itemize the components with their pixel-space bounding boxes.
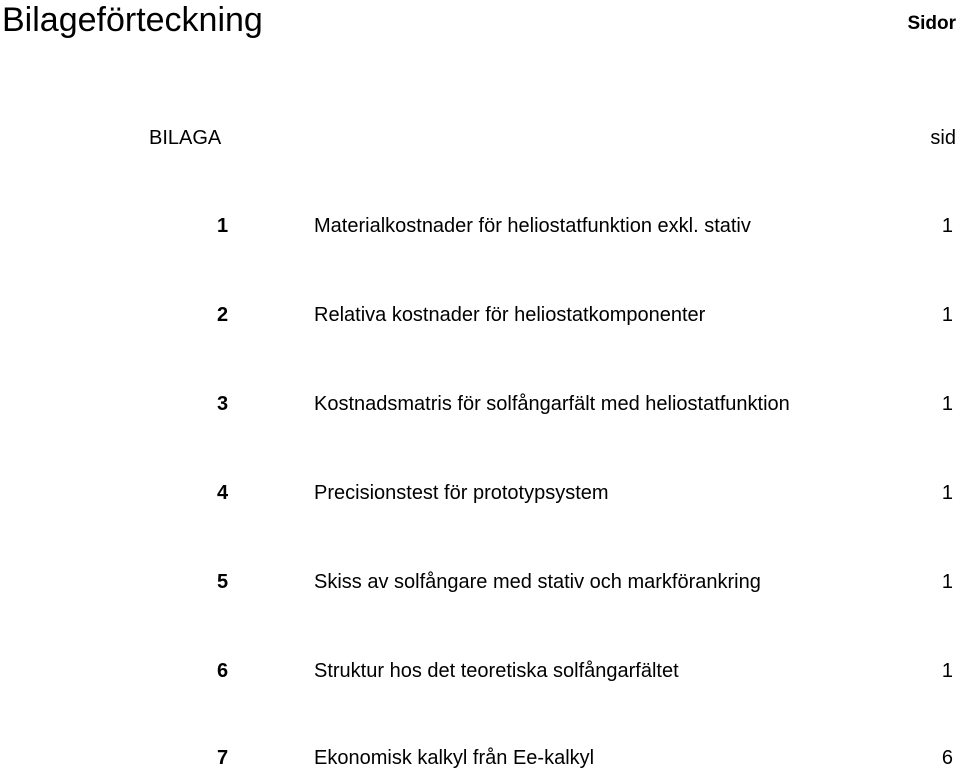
appendix-row <box>0 392 960 416</box>
sidor-label: Sidor <box>907 13 956 34</box>
appendix-row <box>0 303 960 327</box>
appendix-number: 3 <box>217 393 229 415</box>
appendix-page: 1 <box>941 571 953 593</box>
appendix-number: 1 <box>217 215 229 237</box>
appendix-number: 7 <box>217 747 229 769</box>
column-header-sid: sid <box>930 127 956 149</box>
page-title: Bilageförteckning <box>2 1 263 39</box>
appendix-page: 1 <box>941 482 953 504</box>
column-header-bilaga: BILAGA <box>149 127 222 149</box>
appendix-number: 2 <box>217 304 229 326</box>
appendix-title: Materialkostnader för heliostatfunktion exkl. stativ <box>314 215 751 237</box>
appendix-number: 6 <box>217 660 229 682</box>
appendix-title: Kostnadsmatris för solfångarfält med heliostatfunktion <box>314 393 790 415</box>
appendix-title: Relativa kostnader för heliostatkomponenter <box>314 304 706 326</box>
appendix-page: 6 <box>941 747 953 769</box>
appendix-number: 5 <box>217 571 229 593</box>
appendix-page: 1 <box>941 215 953 237</box>
appendix-page: 1 <box>941 660 953 682</box>
appendix-row <box>0 570 960 594</box>
appendix-row <box>0 214 960 238</box>
appendix-title: Ekonomisk kalkyl från Ee-kalkyl <box>314 747 595 769</box>
appendix-title: Struktur hos det teoretiska solfångarfältet <box>314 660 679 682</box>
appendix-page: 1 <box>941 393 953 415</box>
appendix-title: Skiss av solfångare med stativ och markförankring <box>314 571 761 593</box>
appendix-title: Precisionstest för prototypsystem <box>314 482 609 504</box>
appendix-number: 4 <box>217 482 229 504</box>
appendix-page: 1 <box>941 304 953 326</box>
appendix-row <box>0 481 960 505</box>
appendix-row <box>0 746 960 770</box>
appendix-row <box>0 659 960 683</box>
